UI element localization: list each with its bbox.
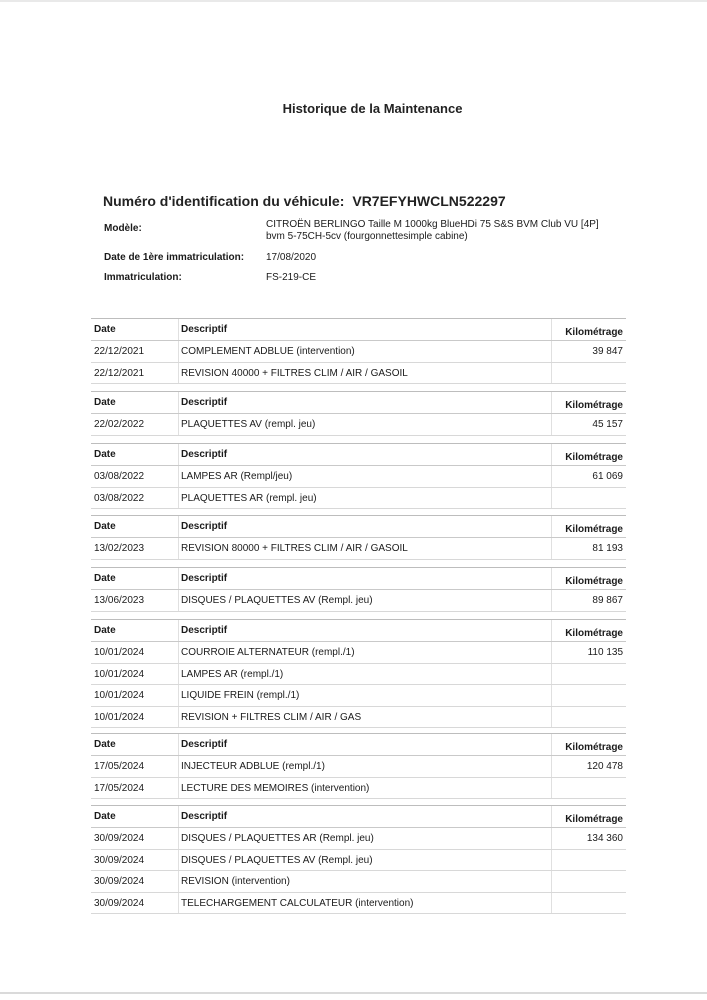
maintenance-block bbox=[91, 443, 626, 509]
row-descriptif: LAMPES AR (rempl./1) bbox=[181, 668, 284, 680]
page-title: Historique de la Maintenance bbox=[282, 101, 463, 116]
table-row bbox=[91, 871, 626, 893]
header-kilometrage: Kilométrage bbox=[565, 742, 623, 753]
maintenance-block bbox=[91, 805, 626, 914]
row-date: 10/01/2024 bbox=[94, 690, 145, 701]
row-descriptif: REVISION 40000 + FILTRES CLIM / AIR / GASOIL bbox=[181, 367, 408, 379]
header-date: Date bbox=[94, 397, 116, 408]
header-date: Date bbox=[94, 573, 116, 584]
header-descriptif: Descriptif bbox=[181, 324, 228, 335]
header-date: Date bbox=[94, 625, 116, 636]
table-row bbox=[91, 341, 626, 363]
row-kilometrage: 89 867 bbox=[592, 595, 623, 606]
plate-label: Immatriculation: bbox=[104, 272, 182, 283]
vin-label: Numéro d'identification du véhicule: bbox=[103, 193, 345, 209]
table-header-row bbox=[91, 392, 626, 414]
vin-value: VR7EFYHWCLN522297 bbox=[352, 193, 506, 209]
header-date: Date bbox=[94, 324, 116, 335]
header-date: Date bbox=[94, 449, 116, 460]
header-kilometrage: Kilométrage bbox=[565, 524, 623, 535]
maintenance-block bbox=[91, 733, 626, 799]
first-registration-label: Date de 1ère immatriculation: bbox=[104, 252, 245, 263]
table-row bbox=[91, 685, 626, 707]
table-row bbox=[91, 707, 626, 729]
row-descriptif: DISQUES / PLAQUETTES AR (Rempl. jeu) bbox=[181, 833, 374, 844]
row-kilometrage: 120 478 bbox=[586, 761, 623, 772]
maintenance-block bbox=[91, 318, 626, 384]
row-descriptif: INJECTEUR ADBLUE (rempl./1) bbox=[181, 761, 325, 772]
header-descriptif: Descriptif bbox=[181, 573, 228, 584]
table-row bbox=[91, 778, 626, 800]
maintenance-block bbox=[91, 567, 626, 612]
row-descriptif: REVISION 80000 + FILTRES CLIM / AIR / GASOIL bbox=[181, 543, 408, 554]
row-descriptif: REVISION + FILTRES CLIM / AIR / GAS bbox=[181, 711, 362, 723]
table-row bbox=[91, 850, 626, 872]
header-descriptif: Descriptif bbox=[181, 625, 228, 636]
header-kilometrage: Kilométrage bbox=[565, 814, 623, 825]
row-date: 03/08/2022 bbox=[94, 471, 145, 482]
table-header-row bbox=[91, 806, 626, 828]
row-date: 22/02/2022 bbox=[94, 419, 145, 430]
row-date: 13/02/2023 bbox=[94, 543, 145, 554]
header-kilometrage: Kilométrage bbox=[565, 327, 623, 338]
row-descriptif: DISQUES / PLAQUETTES AV (Rempl. jeu) bbox=[181, 595, 373, 606]
row-kilometrage: 45 157 bbox=[592, 419, 623, 430]
row-descriptif: REVISION (intervention) bbox=[181, 876, 290, 887]
row-kilometrage: 61 069 bbox=[592, 471, 623, 482]
row-date: 30/09/2024 bbox=[94, 876, 145, 887]
first-registration-value: 17/08/2020 bbox=[266, 252, 317, 263]
row-kilometrage: 39 847 bbox=[592, 346, 623, 357]
row-kilometrage: 110 135 bbox=[587, 647, 623, 658]
table-row bbox=[91, 488, 626, 510]
table-row bbox=[91, 828, 626, 850]
table-row bbox=[91, 414, 626, 436]
table-header-row bbox=[91, 568, 626, 590]
header-date: Date bbox=[94, 811, 116, 822]
row-descriptif: LECTURE DES MEMOIRES (intervention) bbox=[181, 782, 370, 794]
plate-value: FS-219-CE bbox=[266, 272, 317, 283]
row-date: 30/09/2024 bbox=[94, 854, 145, 866]
table-header-row bbox=[91, 319, 626, 341]
row-date: 10/01/2024 bbox=[94, 711, 145, 723]
row-kilometrage: 134 360 bbox=[586, 833, 623, 844]
row-date: 22/12/2021 bbox=[94, 367, 145, 379]
row-date: 03/08/2022 bbox=[94, 492, 145, 504]
model-line-2: bvm 5-75CH-5cv (fourgonnettesimple cabine) bbox=[266, 231, 468, 242]
header-descriptif: Descriptif bbox=[181, 811, 228, 822]
top-edge-rule bbox=[0, 0, 707, 2]
table-header-row bbox=[91, 444, 626, 466]
row-date: 17/05/2024 bbox=[94, 761, 145, 772]
header-kilometrage: Kilométrage bbox=[565, 452, 623, 463]
maintenance-block bbox=[91, 391, 626, 436]
row-descriptif: LAMPES AR (Rempl/jeu) bbox=[181, 471, 293, 482]
table-row bbox=[91, 363, 626, 385]
table-header-row bbox=[91, 516, 626, 538]
row-descriptif: TELECHARGEMENT CALCULATEUR (intervention) bbox=[181, 897, 414, 909]
header-kilometrage: Kilométrage bbox=[565, 628, 623, 639]
header-descriptif: Descriptif bbox=[181, 397, 228, 408]
row-descriptif: PLAQUETTES AV (rempl. jeu) bbox=[181, 419, 316, 430]
header-kilometrage: Kilométrage bbox=[565, 400, 623, 411]
bottom-edge-rule bbox=[0, 992, 707, 994]
row-descriptif: COMPLEMENT ADBLUE (intervention) bbox=[181, 346, 355, 357]
row-date: 10/01/2024 bbox=[94, 647, 145, 658]
table-row bbox=[91, 642, 626, 664]
header-date: Date bbox=[94, 739, 116, 750]
row-date: 10/01/2024 bbox=[94, 668, 145, 680]
table-row bbox=[91, 590, 626, 612]
table-row bbox=[91, 538, 626, 560]
table-header-row bbox=[91, 620, 626, 642]
table-row bbox=[91, 466, 626, 488]
table-header-row bbox=[91, 734, 626, 756]
header-date: Date bbox=[94, 521, 116, 532]
model-line-1: CITROËN BERLINGO Taille M 1000kg BlueHDi 75 S&S BVM Club VU [4P] bbox=[266, 219, 599, 230]
maintenance-block bbox=[91, 619, 626, 728]
row-date: 22/12/2021 bbox=[94, 346, 145, 357]
header-descriptif: Descriptif bbox=[181, 449, 228, 460]
row-date: 13/06/2023 bbox=[94, 595, 145, 606]
header-descriptif: Descriptif bbox=[181, 521, 228, 532]
model-label: Modèle: bbox=[104, 223, 142, 234]
row-kilometrage: 81 193 bbox=[592, 543, 623, 554]
header-descriptif: Descriptif bbox=[181, 739, 228, 750]
row-date: 17/05/2024 bbox=[94, 782, 145, 794]
table-row bbox=[91, 756, 626, 778]
row-date: 30/09/2024 bbox=[94, 897, 145, 909]
row-descriptif: PLAQUETTES AR (rempl. jeu) bbox=[181, 492, 317, 504]
vin-line bbox=[103, 193, 506, 209]
row-date: 30/09/2024 bbox=[94, 833, 145, 844]
row-descriptif: LIQUIDE FREIN (rempl./1) bbox=[181, 690, 300, 701]
row-descriptif: COURROIE ALTERNATEUR (rempl./1) bbox=[181, 647, 355, 658]
row-descriptif: DISQUES / PLAQUETTES AV (Rempl. jeu) bbox=[181, 854, 373, 866]
header-kilometrage: Kilométrage bbox=[565, 576, 623, 587]
table-row bbox=[91, 893, 626, 915]
maintenance-block bbox=[91, 515, 626, 560]
model-value bbox=[266, 219, 626, 243]
table-row bbox=[91, 664, 626, 686]
